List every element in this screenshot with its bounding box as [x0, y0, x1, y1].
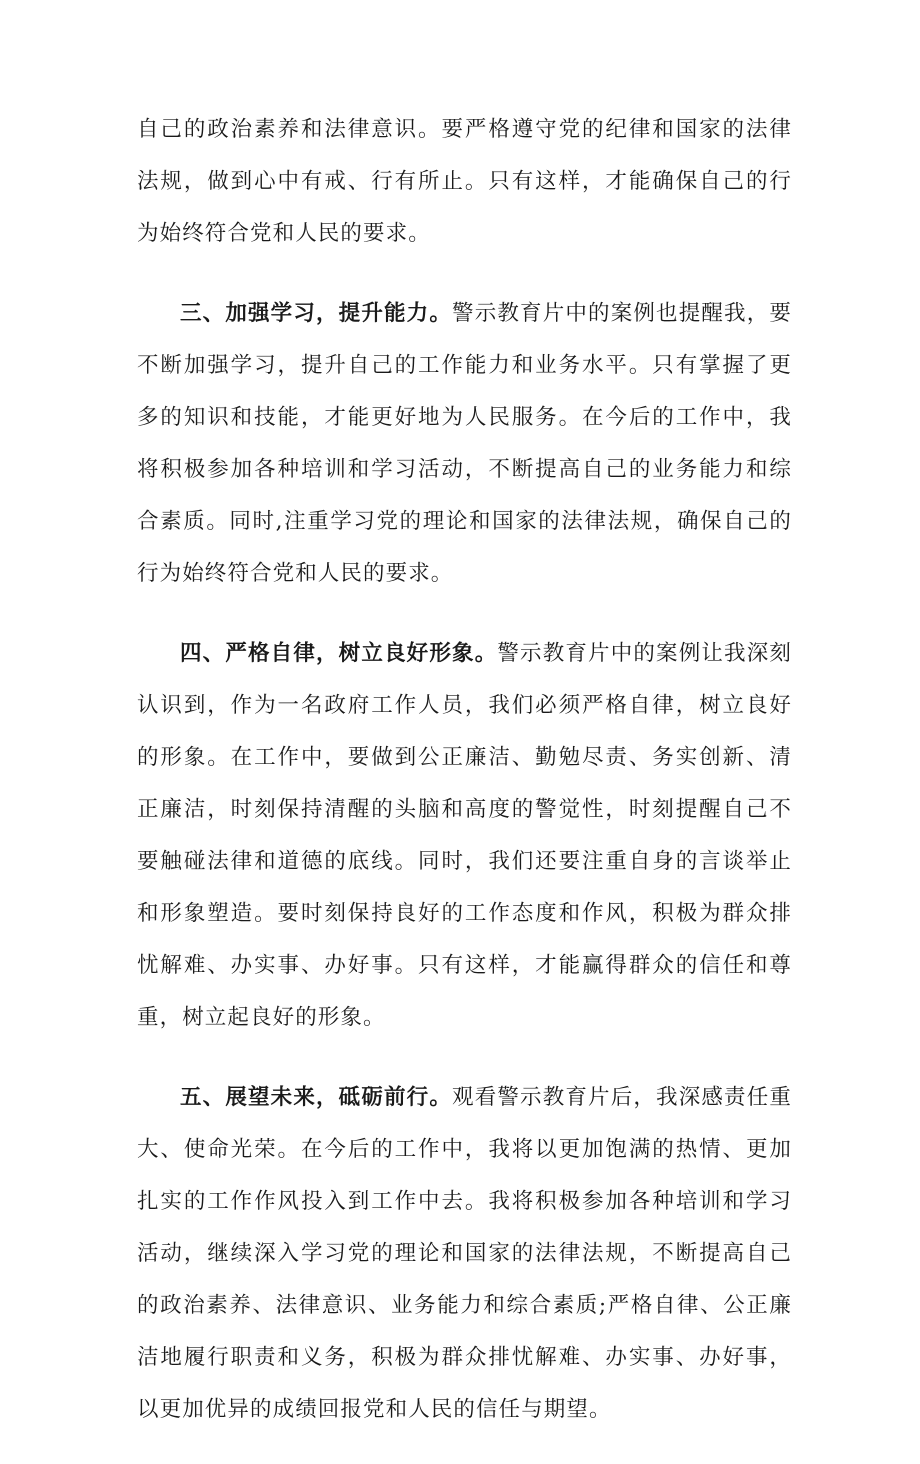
section-heading-4: 四、严格自律，树立良好形象。 [180, 641, 498, 666]
paragraph-body: 警示教育片中的案例让我深刻认识到，作为一名政府工作人员，我们必须严格自律，树立良好的形象。在工作中，要做到公正廉洁、勤勉尽责、务实创新、清正廉洁，时刻保持清醒的头脑和高度的警觉性，时刻提醒自己不要触碰法律和道德的底线。同时，我们还要注重自身的言谈举止和形象塑造。要时刻保持良好的工作态度和作风，积极为群众排忧解难、办实事、办好事。只有这样，才能赢得群众的信任和尊重，树立起良好的形象。 [137, 641, 792, 1030]
paragraph-body: 自己的政治素养和法律意识。要严格遵守党的纪律和国家的法律法规，做到心中有戒、行有所止。只有这样，才能确保自己的行为始终符合党和人民的要求。 [137, 117, 792, 246]
paragraph-section-3 [137, 288, 792, 600]
paragraph-body: 观看警示教育片后，我深感责任重大、使命光荣。在今后的工作中，我将以更加饱满的热情、更加扎实的工作作风投入到工作中去。我将积极参加各种培训和学习活动，继续深入学习党的理论和国家的法律法规，不断提高自己的政治素养、法律意识、业务能力和综合素质;严格自律、公正廉洁地履行职责和义务，积极为群众排忧解难、办实事、办好事，以更加优异的成绩回报党和人民的信任与期望。 [137, 1085, 792, 1422]
paragraph-section-4 [137, 628, 792, 1044]
paragraph-continuation [137, 104, 792, 260]
section-heading-5: 五、展望未来，砥砺前行。 [180, 1085, 453, 1110]
document-page [137, 104, 792, 1464]
paragraph-body: 警示教育片中的案例也提醒我，要不断加强学习，提升自己的工作能力和业务水平。只有掌握了更多的知识和技能，才能更好地为人民服务。在今后的工作中，我将积极参加各种培训和学习活动，不断提高自己的业务能力和综合素质。同时,注重学习党的理论和国家的法律法规，确保自己的行为始终符合党和人民的要求。 [137, 301, 792, 586]
paragraph-section-5 [137, 1072, 792, 1436]
section-heading-3: 三、加强学习，提升能力。 [180, 301, 453, 326]
